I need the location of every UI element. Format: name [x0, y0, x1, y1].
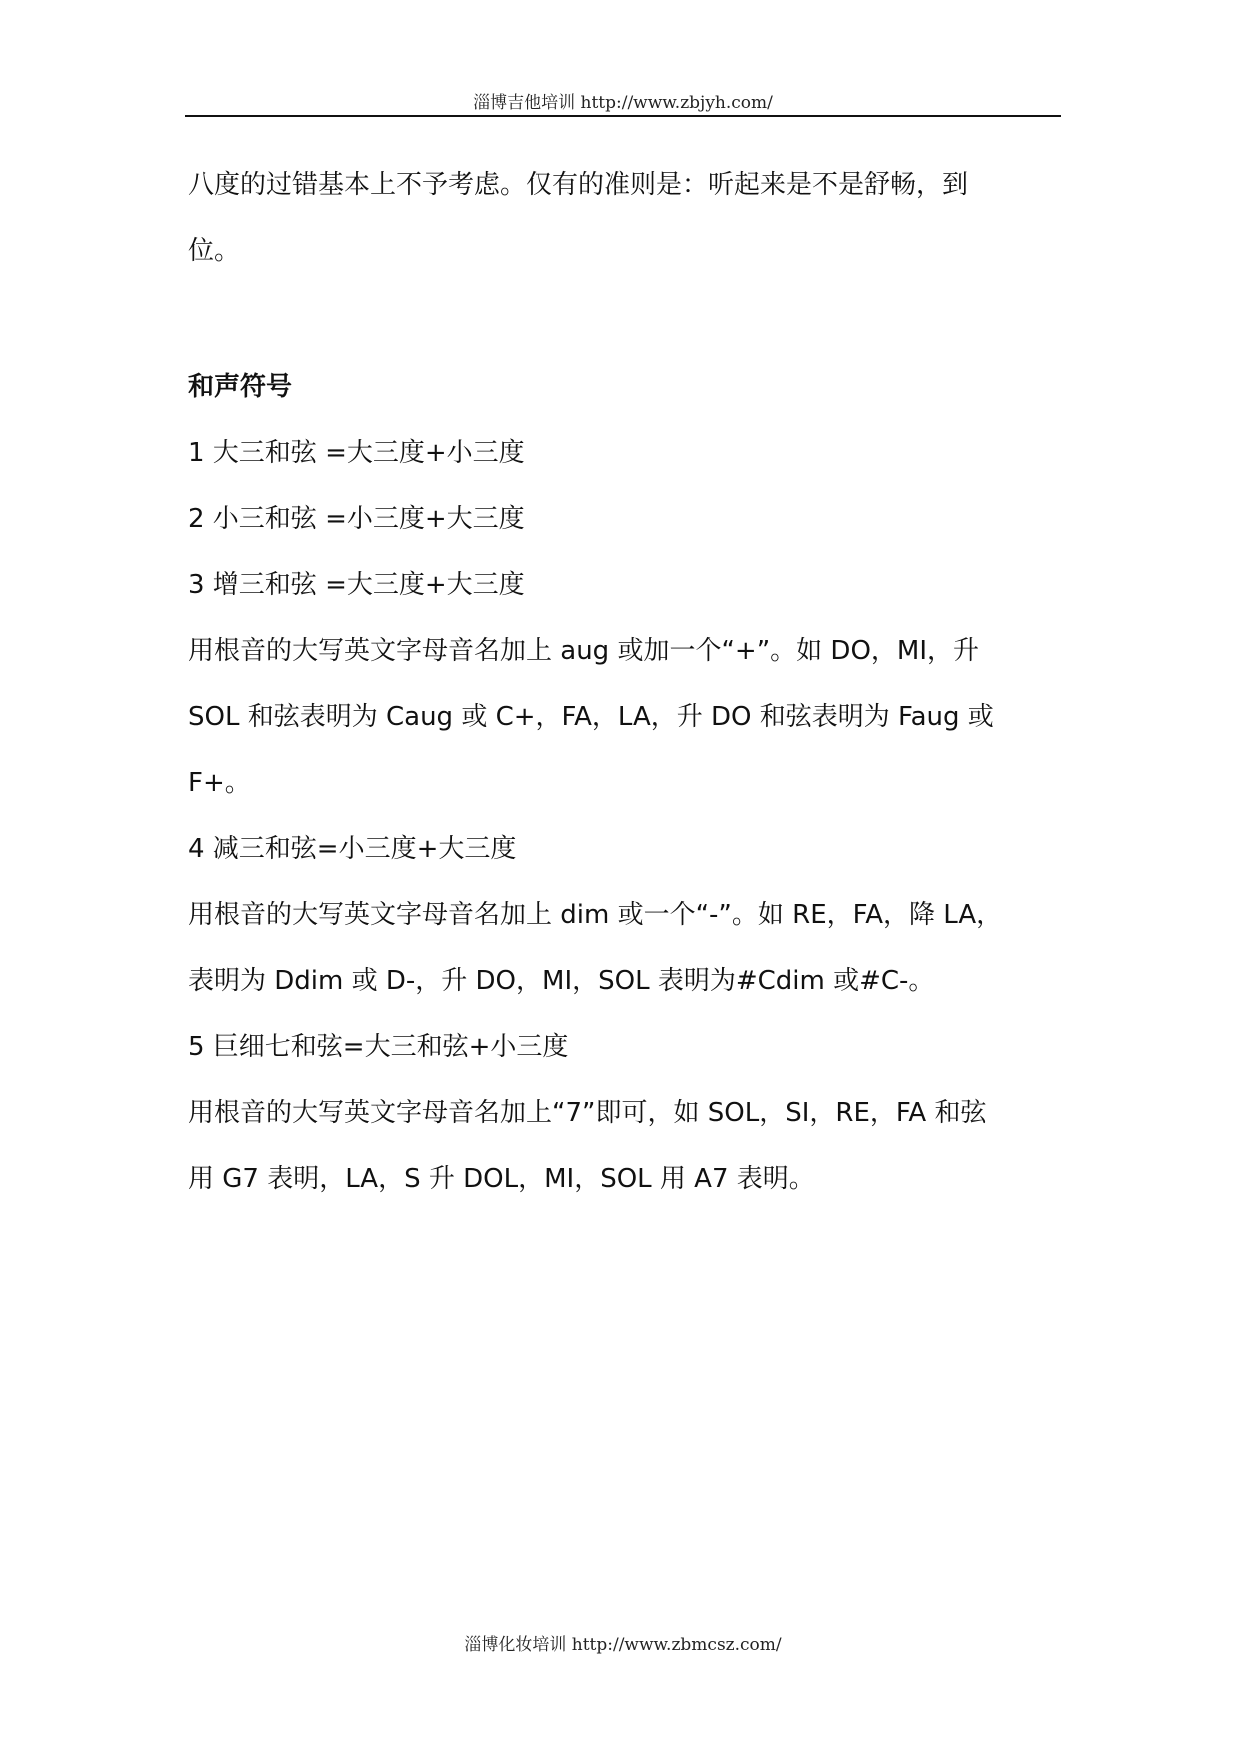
section-title: 和声符号	[188, 372, 293, 402]
paragraph-aug-line-2: SOL 和弦表明为 Caug 或 C+，FA，LA，升 DO 和弦表明为 Faug 或	[188, 702, 994, 732]
list-item-4: 4 减三和弦=小三度+大三度	[188, 834, 517, 864]
page-header: 淄博吉他培训 http://www.zbjyh.com/	[473, 93, 773, 113]
list-item-2: 2 小三和弦 =小三度+大三度	[188, 504, 525, 534]
paragraph-seventh-line-1: 用根音的大写英文字母音名加上“7”即可，如 SOL，SI，RE，FA 和弦	[188, 1098, 987, 1128]
intro-line-1: 八度的过错基本上不予考虑。仅有的准则是：听起来是不是舒畅，到	[188, 170, 969, 200]
header-divider	[185, 115, 1061, 117]
intro-line-2: 位。	[188, 236, 241, 266]
paragraph-dim-line-2: 表明为 Ddim 或 D-，升 DO，MI，SOL 表明为#Cdim 或#C-。	[188, 966, 935, 996]
list-item-3: 3 增三和弦 =大三度+大三度	[188, 570, 525, 600]
page-footer: 淄博化妆培训 http://www.zbmcsz.com/	[464, 1635, 782, 1655]
paragraph-dim-line-1: 用根音的大写英文字母音名加上 dim 或一个“-”。如 RE，FA，降 LA，	[188, 900, 1003, 930]
list-item-5: 5 巨细七和弦=大三和弦+小三度	[188, 1032, 569, 1062]
paragraph-aug-line-3: F+。	[188, 768, 251, 798]
list-item-1: 1 大三和弦 =大三度+小三度	[188, 438, 525, 468]
paragraph-seventh-line-2: 用 G7 表明，LA，S 升 DOL，MI，SOL 用 A7 表明。	[188, 1164, 815, 1194]
paragraph-aug-line-1: 用根音的大写英文字母音名加上 aug 或加一个“+”。如 DO，MI，升	[188, 636, 980, 666]
